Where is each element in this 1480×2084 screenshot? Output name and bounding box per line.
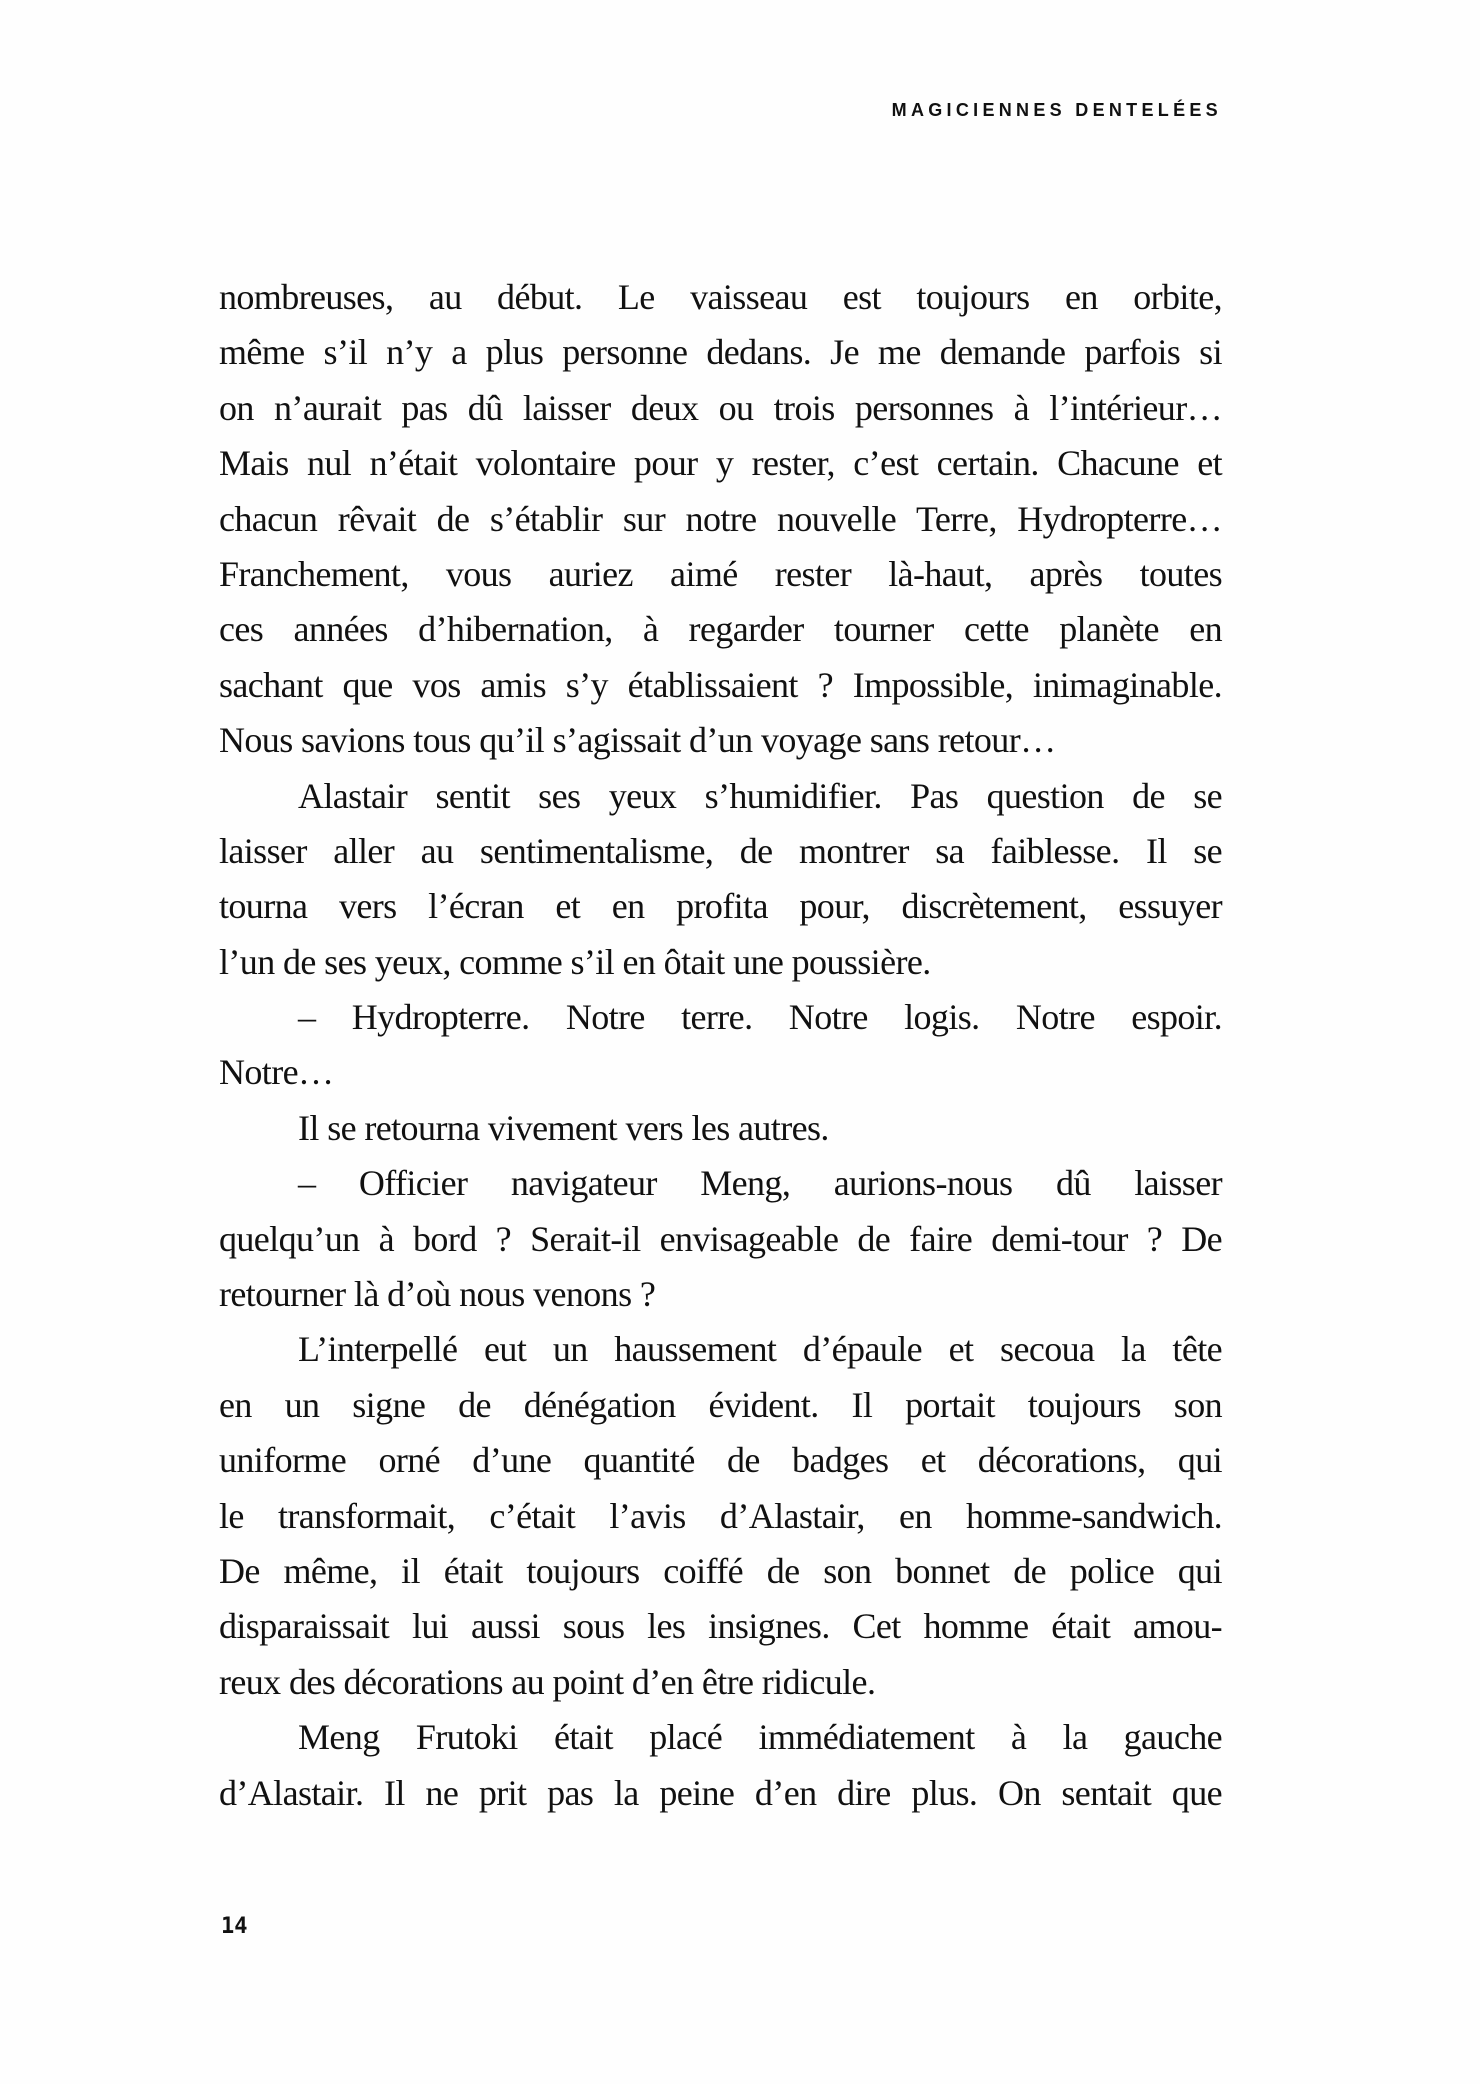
text-line: l’un de ses yeux, comme s’il en ôtait une poussière. [219,941,931,982]
running-head-title: MAGICIENNES DENTELÉES [891,100,1222,120]
text-line: même s’il n’y a plus personne dedans. Je me demande parfois si [219,332,1222,373]
text-line: – Hydropterre. Notre terre. Notre logis. Notre espoir. [298,997,1222,1038]
text-line: Alastair sentit ses yeux s’humidifier. Pas question de se [298,775,1222,816]
text-line: tourna vers l’écran et en profita pour, discrètement, essuyer [219,886,1222,927]
text-line: retourner là d’où nous venons ? [219,1274,656,1315]
text-line: L’interpellé eut un haussement d’épaule et secoua la tête [298,1329,1222,1370]
text-line: reux des décorations au point d’en être ridicule. [219,1661,876,1702]
text-line: ces années d’hibernation, à regarder tourner cette planète en [219,609,1222,650]
text-line: Franchement, vous auriez aimé rester là-haut, après toutes [219,553,1222,594]
text-line: Notre… [219,1052,334,1093]
text-line: Meng Frutoki était placé immédiatement à la gauche [298,1717,1222,1758]
text-line: le transformait, c’était l’avis d’Alastair, en homme-sandwich. [219,1495,1222,1536]
text-line: Mais nul n’était volontaire pour y rester, c’est certain. Chacune et [219,443,1222,484]
text-line: uniforme orné d’une quantité de badges et décorations, qui [219,1440,1222,1481]
text-line: Il se retourna vivement vers les autres. [298,1107,829,1148]
text-line: disparaissait lui aussi sous les insignes. Cet homme était amou- [219,1606,1222,1647]
text-line: nombreuses, au début. Le vaisseau est toujours en orbite, [219,277,1222,317]
text-line: – Officier navigateur Meng, aurions-nous dû laisser [298,1163,1222,1204]
text-line: chacun rêvait de s’établir sur notre nouvelle Terre, Hydropterre… [219,498,1222,539]
page-number: 14 [221,1914,248,1939]
body-text [219,270,1222,1821]
text-line: quelqu’un à bord ? Serait-il envisageable de faire demi-tour ? De [219,1218,1222,1259]
text-line: laisser aller au sentimentalisme, de montrer sa faiblesse. Il se [219,830,1222,871]
text-line: sachant que vos amis s’y établissaient ? Impossible, inimaginable. [219,664,1222,705]
text-line: d’Alastair. Il ne prit pas la peine d’en dire plus. On sentait que [219,1772,1222,1813]
text-line: Nous savions tous qu’il s’agissait d’un voyage sans retour… [219,720,1056,761]
text-line: De même, il était toujours coiffé de son bonnet de police qui [219,1550,1222,1591]
text-line: on n’aurait pas dû laisser deux ou trois personnes à l’intérieur… [219,387,1222,428]
text-line: en un signe de dénégation évident. Il portait toujours son [219,1384,1222,1425]
